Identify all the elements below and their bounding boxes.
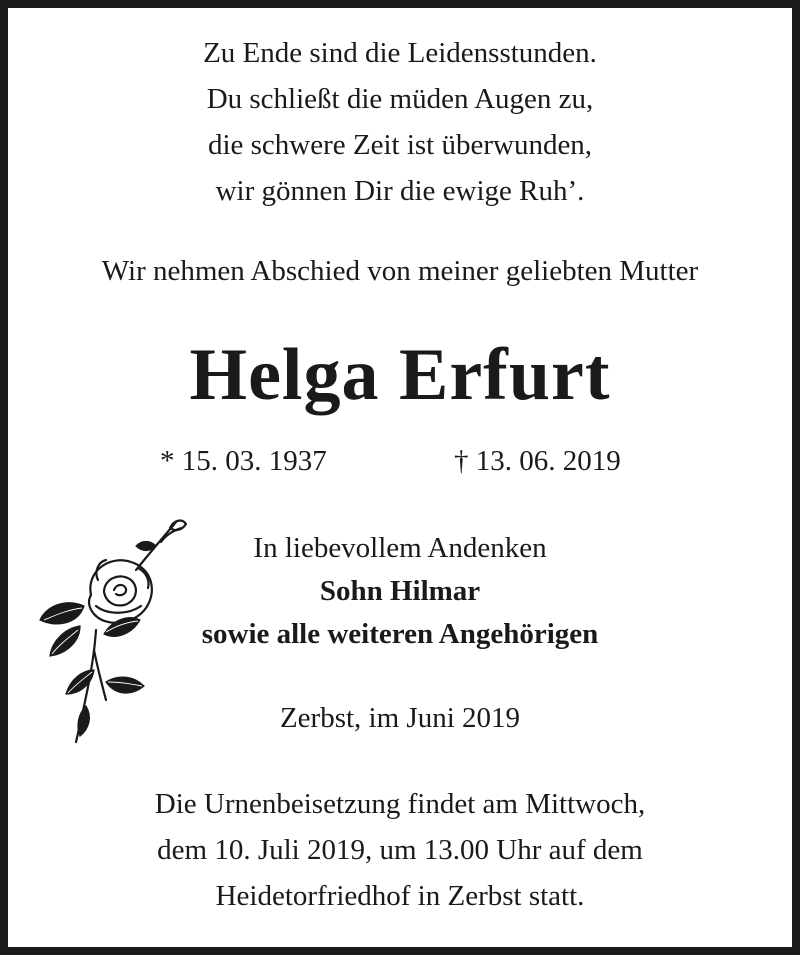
funeral-line-1: Die Urnenbeisetzung findet am Mittwoch, <box>154 788 646 820</box>
poem-line-4: wir gönnen Dir die ewige Ruh’. <box>215 175 585 207</box>
place-date: Zerbst, im Juni 2019 <box>279 702 521 734</box>
funeral-line-2: dem 10. Juli 2019, um 13.00 Uhr auf dem <box>157 834 643 866</box>
funeral-line-3: Heidetorfriedhof in Zerbst statt. <box>215 880 585 912</box>
poem-line-3: die schwere Zeit ist überwunden, <box>207 129 593 161</box>
death-date: † 13. 06. 2019 <box>454 445 621 477</box>
son-name: Sohn Hilmar <box>319 575 481 607</box>
poem-line-2: Du schließt die müden Augen zu, <box>206 83 594 115</box>
poem-line-1: Zu Ende sind die Leidensstunden. <box>203 37 597 69</box>
deceased-name: Helga Erfurt <box>189 334 611 416</box>
relatives-line: sowie alle weiteren Angehörigen <box>201 618 599 650</box>
farewell-intro: Wir nehmen Abschied von meiner geliebten Mutter <box>101 255 699 287</box>
birth-date: * 15. 03. 1937 <box>160 445 327 477</box>
remembrance-line: In liebevollem Andenken <box>253 532 547 564</box>
